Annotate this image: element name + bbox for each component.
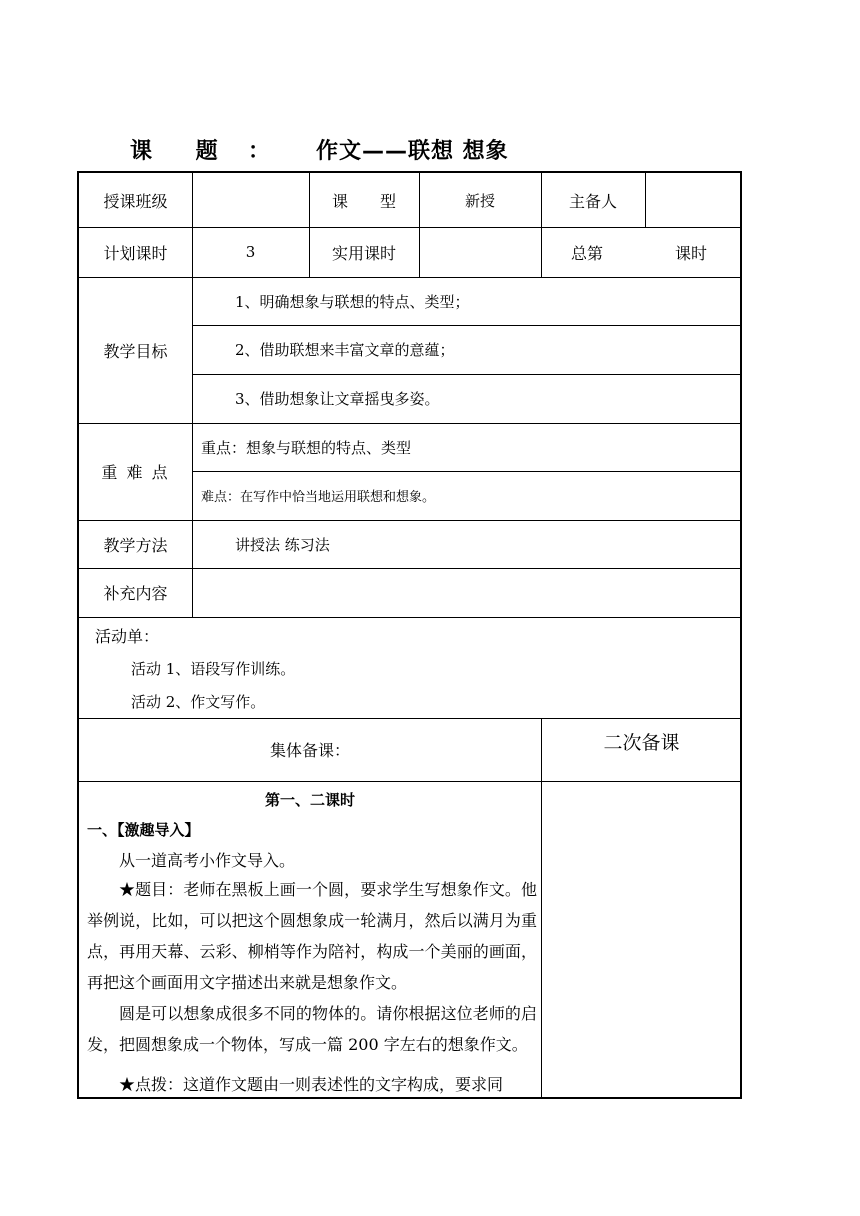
collective-prep-label: 集体备课： <box>269 741 350 760</box>
title-text: 作文——联想 想象 <box>316 139 509 164</box>
activities-label: 活动单： <box>95 626 160 646</box>
section-heading: 一、【激趣导入】 <box>87 820 200 839</box>
methods-value: 讲授法 练习法 <box>235 535 330 554</box>
class-label: 授课班级 <box>103 191 168 211</box>
task-paragraph: 圆是可以想象成很多不同的物体的。请你根据这位老师的启发，把圆想象成一个物体，写成一篇 200 字左右的想象作文。 <box>87 1004 537 1054</box>
objectives-label: 教学目标 <box>103 341 168 361</box>
objective-item: 1、明确想象与联想的特点、类型； <box>235 292 470 311</box>
supplement-value <box>201 568 731 617</box>
second-prep-label: 二次备课 <box>603 731 680 754</box>
lesson-title <box>130 134 509 165</box>
objective-item: 2、借助联想来丰富文章的意蕴； <box>235 341 455 359</box>
class-value <box>192 173 309 227</box>
supplement-label: 补充内容 <box>103 584 168 603</box>
hint-paragraph: ★点拨：这道作文题由一则表述性的文字构成，要求同 <box>119 1075 504 1094</box>
type-label: 课 型 <box>331 191 396 211</box>
activity-item: 活动 2、作文写作。 <box>131 692 266 711</box>
methods-label: 教学方法 <box>103 535 168 555</box>
actual-hours-label: 实用课时 <box>331 243 396 263</box>
key-points-label: 重 难 点 <box>101 463 170 482</box>
total-suffix: 课时 <box>675 243 708 263</box>
lesson-heading: 第一、二课时 <box>264 790 355 809</box>
topic-paragraph: ★题目：老师在黑板上画一个圆，要求学生写想象作文。他举例说，比如，可以把这个圆想象成一轮满月，然后以满月为重点，再用天幕、云彩、柳梢等作为陪衬，构成一个美丽的画面，再把这个画面用文字描述出来就是想象作文。 <box>87 880 537 992</box>
planned-hours-label: 计划课时 <box>103 243 168 263</box>
preparer-value <box>645 173 742 227</box>
preparer-label: 主备人 <box>568 191 617 211</box>
lesson-plan-table <box>77 171 742 1099</box>
type-value: 新授 <box>464 191 495 210</box>
actual-hours-value <box>419 227 541 277</box>
objective-item: 3、借助想象让文章摇曳多姿。 <box>235 390 440 408</box>
activity-item: 活动 1、语段写作训练。 <box>131 659 296 678</box>
difficulty-text: 难点：在写作中恰当地运用联想和想象。 <box>201 490 436 505</box>
focus-text: 重点：想象与联想的特点、类型 <box>201 438 412 457</box>
total-label: 总第 <box>571 243 604 263</box>
title-label: 课 题 <box>130 139 236 164</box>
title-colon: ： <box>248 139 271 164</box>
planned-hours-value: 3 <box>245 243 256 261</box>
intro-text: 从一道高考小作文导入。 <box>119 850 296 870</box>
